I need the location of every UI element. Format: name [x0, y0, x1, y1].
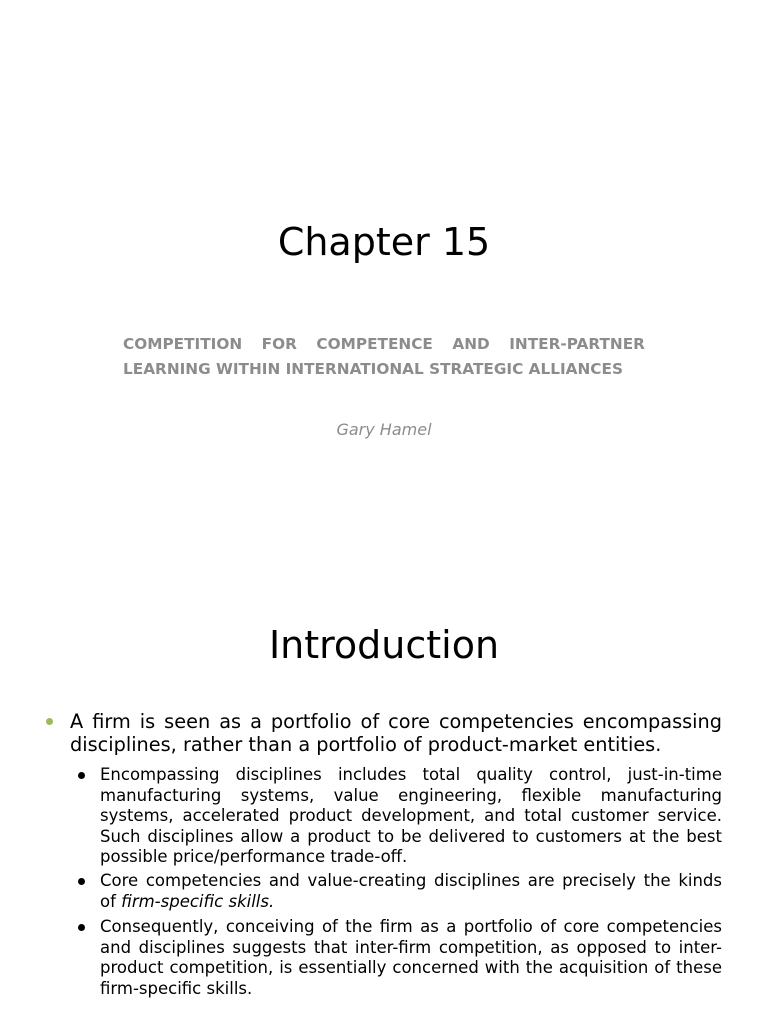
subtitle-line-1: [123, 332, 645, 357]
chapter-title: Chapter 15: [277, 220, 491, 264]
subtitle-line-2: LEARNING WITHIN INTERNATIONAL STRATEGIC ALLIANCES: [123, 360, 623, 378]
sub-bullet: [78, 871, 722, 912]
slide-introduction: [0, 560, 768, 1024]
author-name: Gary Hamel: [336, 420, 432, 439]
sub-bullet-body: Encompassing disciplines includes total quality control, just-in-time manufacturing systems, value engineering, flexible manufacturing systems, accelerated product development, and total customer service. Such disciplines allow a product to be delivered to customers at the best possible price/performance trade-off.: [100, 765, 722, 866]
subtitle-word: COMPETENCE: [316, 335, 433, 353]
chapter-subtitle: [123, 332, 645, 382]
italic-phrase: firm-specific skills.: [121, 891, 275, 911]
sub-bullet: [78, 917, 722, 999]
subtitle-word: AND: [452, 335, 490, 353]
main-bullet-text: A firm is seen as a portfolio of core competencies encompassing disciplines, rather than a portfolio of product-market entities.: [70, 710, 722, 756]
black-bullet-icon: [78, 772, 85, 779]
subtitle-word: COMPETITION: [123, 335, 243, 353]
sub-bullet-text: [100, 917, 722, 999]
main-bullet: [46, 710, 722, 756]
sub-bullet: [78, 765, 722, 868]
sub-bullet-text: [100, 765, 722, 868]
sub-bullet-body: Consequently, conceiving of the firm as a portfolio of core competencies and disciplines suggests that inter-firm competition, as opposed to inter-product competition, is essentially concerned with the acquisition of these firm-specific skills.: [100, 917, 722, 998]
subtitle-word: FOR: [261, 335, 297, 353]
subtitle-word: INTER-PARTNER: [509, 335, 645, 353]
sub-bullet-body: Core competencies and value-creating disciplines are precisely the kinds of: [100, 871, 722, 911]
sub-bullet-text: [100, 871, 722, 912]
green-bullet-icon: [46, 718, 53, 725]
introduction-title: Introduction: [268, 623, 500, 667]
black-bullet-icon: [78, 924, 85, 931]
black-bullet-icon: [78, 878, 85, 885]
